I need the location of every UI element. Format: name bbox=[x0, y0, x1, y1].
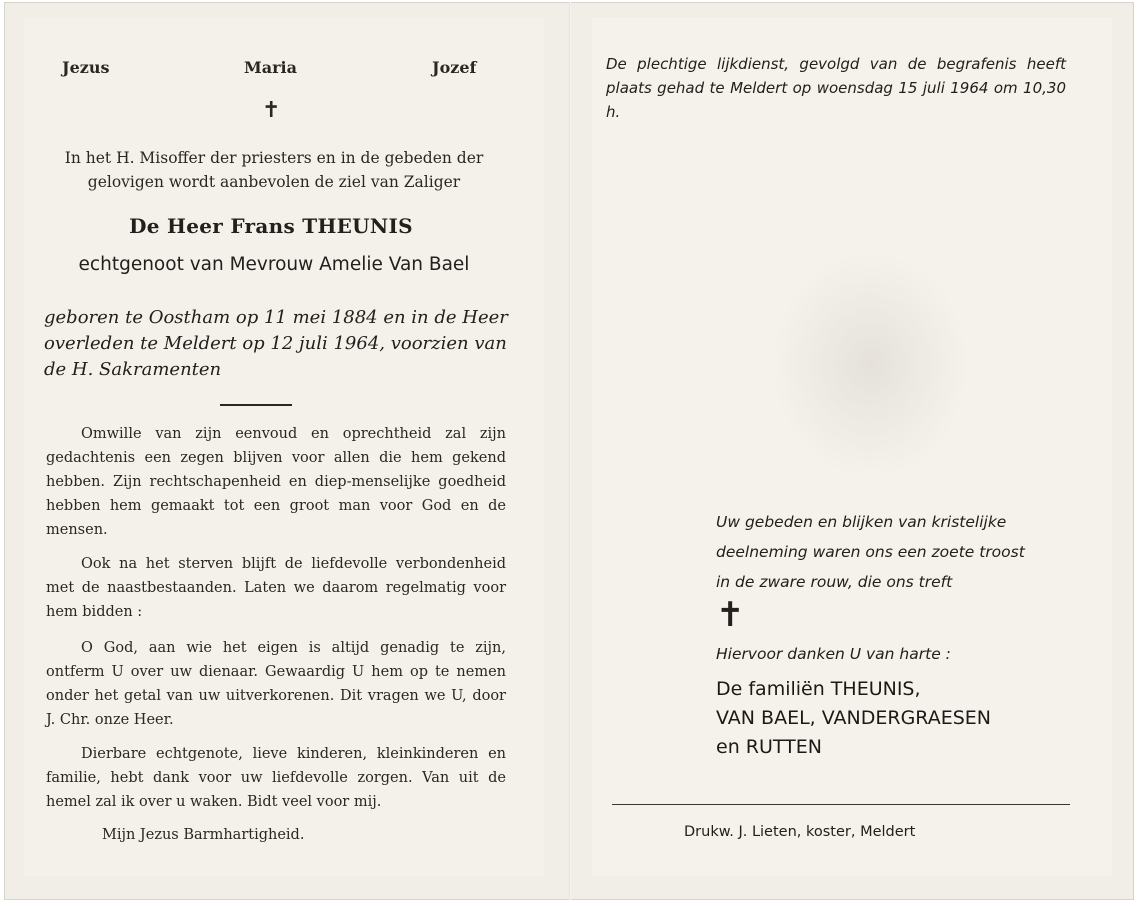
family-line: en RUTTEN bbox=[716, 736, 822, 758]
photo-ghost-area bbox=[770, 250, 970, 480]
cross-icon: ✝ bbox=[262, 98, 281, 123]
paragraph-4: Dierbare echtgenote, lieve kinderen, kleinkinderen en familie, hebt dank voor uw liefdevolle zorgen. Van uit de hemel zal ik over u waken. Bidt veel voor mij. bbox=[46, 746, 506, 810]
divider bbox=[220, 404, 292, 406]
thanks-line: Hiervoor danken U van harte : bbox=[716, 645, 951, 663]
header-maria: Maria bbox=[244, 58, 297, 77]
intro-text: In het H. Misoffer der priesters en in de gebeden der gelovigen wordt aanbevolen de ziel van Zaliger bbox=[64, 149, 484, 191]
gratitude-line: deelneming waren ons een zoete troost bbox=[716, 543, 1025, 561]
spouse-line: echtgenoot van Mevrouw Amelie Van Bael bbox=[78, 254, 470, 275]
header-jezus: Jezus bbox=[62, 58, 110, 77]
paragraph-2: Ook na het sterven blijft de liefdevolle verbondenheid met de naastbestaanden. Laten we daarom regelmatig voor hem bidden : bbox=[46, 556, 506, 620]
family-line: De familiën THEUNIS, bbox=[716, 678, 921, 700]
gratitude-line: Uw gebeden en blijken van kristelijke bbox=[716, 513, 1007, 531]
paragraph-1: Omwille van zijn eenvoud en oprechtheid zal zijn gedachtenis een zegen blijven voor allen die hem gekend hebben. Zijn rechtschapenheid en diep-menselijke goedheid hebben hem gemaakt tot een groot man voor God en de mensen. bbox=[46, 426, 506, 538]
gratitude-line: in de zware rouw, die ons treft bbox=[716, 573, 953, 591]
family-line: VAN BAEL, VANDERGRAESEN bbox=[716, 707, 991, 729]
paragraph-3-prayer: O God, aan wie het eigen is altijd genadig te zijn, ontferm U over uw dienaar. Gewaardig U hem op te nemen onder het getal van uw uitverkorenen. Dit vragen we U, door J. Chr. onze Heer. bbox=[46, 640, 506, 728]
footer-divider bbox=[612, 804, 1070, 805]
card-fold bbox=[569, 2, 571, 900]
birth-death-text: geboren te Oostham op 11 mei 1884 en in de Heer overleden te Meldert op 12 juli 1964, voorzien van de H. Sakramenten bbox=[44, 307, 508, 380]
family-names bbox=[716, 675, 991, 762]
gratitude-text bbox=[716, 507, 1076, 597]
printer-credit: Drukw. J. Lieten, koster, Meldert bbox=[684, 824, 916, 840]
deceased-name: De Heer Frans THEUNIS bbox=[129, 214, 413, 238]
funeral-service-text: De plechtige lijkdienst, gevolgd van de begrafenis heeft plaats gehad te Meldert op woensdag 15 juli 1964 om 10,30 h. bbox=[606, 55, 1066, 121]
closing-invocation: Mijn Jezus Barmhartigheid. bbox=[102, 827, 305, 843]
header-jozef: Jozef bbox=[432, 58, 477, 77]
cross-icon-large: ✝ bbox=[716, 595, 745, 635]
